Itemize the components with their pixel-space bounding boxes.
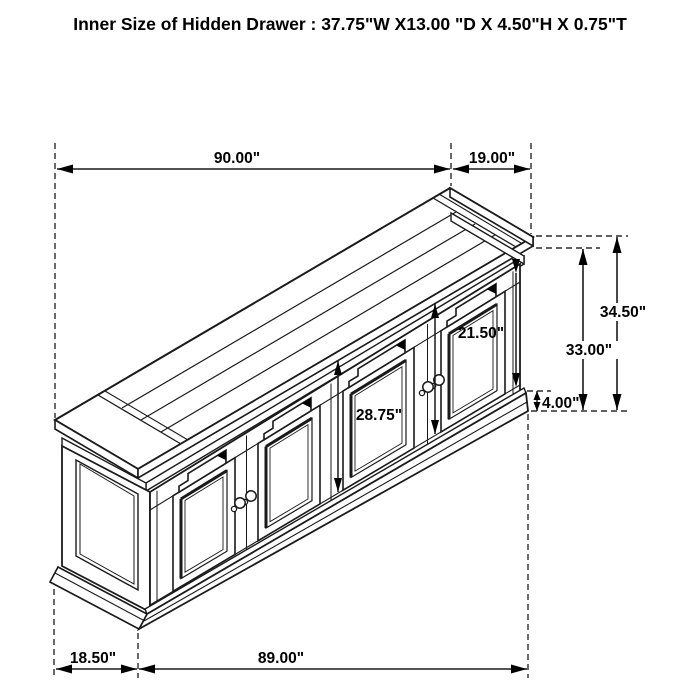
dimension-arrow [613, 394, 622, 410]
hidden-drawer-note: Inner Size of Hidden Drawer : 37.75"W X13.00 "D X 4.50"H X 0.75"T [73, 14, 627, 34]
dimension-arrow [139, 665, 155, 674]
door-knob [246, 491, 256, 501]
dim-overall-height: 34.50" [599, 304, 647, 321]
dimension-arrow [453, 165, 469, 174]
dimension-arrow [579, 249, 588, 265]
dimension-arrow [511, 665, 527, 674]
dimension-arrow [534, 402, 541, 411]
dim-top-width: 90.00" [213, 150, 261, 167]
dimension-arrow [57, 165, 73, 174]
dimension-arrow [579, 394, 588, 410]
dim-left-opening-height: 28.75" [355, 407, 403, 424]
dimension-arrow [613, 237, 622, 253]
dim-case-height: 33.00" [565, 342, 613, 359]
dim-base-depth: 18.50" [69, 650, 117, 667]
dimension-arrow [514, 165, 530, 174]
dim-base-height: 4.00" [542, 395, 580, 412]
dim-right-opening-height: 21.50" [457, 325, 505, 342]
dimension-arrow [121, 665, 137, 674]
dim-top-depth: 19.00" [468, 150, 516, 167]
dimension-arrow [534, 391, 541, 400]
dim-base-width: 89.00" [257, 650, 305, 667]
dimension-arrow [434, 165, 450, 174]
door-knob [235, 498, 245, 508]
door-knob [423, 382, 433, 392]
